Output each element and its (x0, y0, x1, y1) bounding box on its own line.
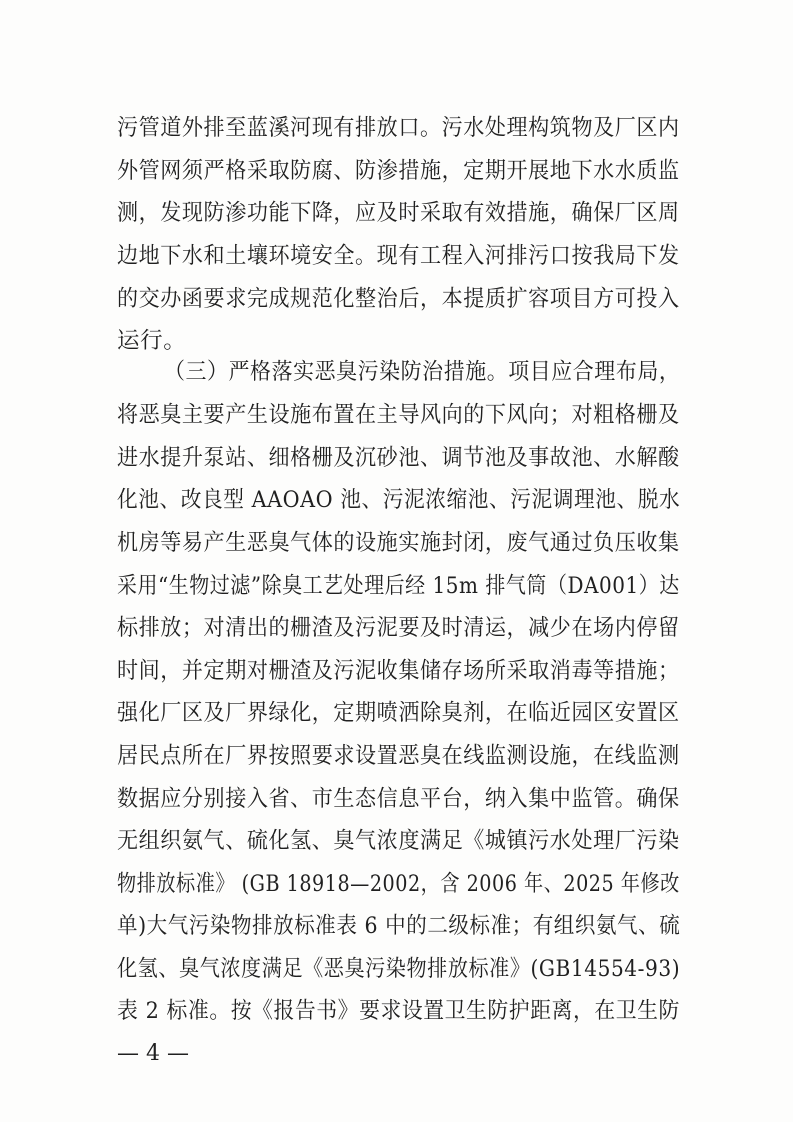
text-line: 化氢、臭气浓度满足《恶臭污染物排放标准》(GB14554-93) (117, 956, 681, 982)
text-line: 无组织氨气、硫化氢、臭气浓度满足《城镇污水处理厂污染 (117, 828, 680, 854)
text-line: 运行。 (117, 328, 187, 354)
text-line: 外管网须严格采取防腐、防渗措施，定期开展地下水水质监 (117, 158, 680, 184)
text-line: 污管道外排至蓝溪河现有排放口。污水处理构筑物及厂区内 (117, 115, 680, 141)
text-line: 化池、改良型 AAOAO 池、污泥浓缩池、污泥调理池、脱水 (117, 487, 681, 513)
text-line: 单)大气污染物排放标准表 6 中的二级标准；有组织氨气、硫 (117, 913, 681, 939)
text-line: 物排放标准》 (GB 18918—2002，含 2006 年、2025 年修改 (117, 871, 680, 897)
text-line: 测，发现防渗功能下降，应及时采取有效措施，确保厂区周 (117, 200, 680, 226)
text-line: 机房等易产生恶臭气体的设施实施封闭，废气通过负压收集 (117, 530, 680, 556)
text-line: 数据应分别接入省、市生态信息平台，纳入集中监管。确保 (117, 786, 680, 812)
text-line: 居民点所在厂界按照要求设置恶臭在线监测设施，在线监测 (117, 743, 680, 769)
page-number: — 4 — (117, 1041, 189, 1066)
text-line: 强化厂区及厂界绿化，定期喷洒除臭剂，在临近园区安置区 (117, 700, 680, 726)
text-line: 时间，并定期对栅渣及污泥收集储存场所采取消毒等措施； (117, 658, 680, 684)
text-line: 标排放；对清出的栅渣及污泥要及时清运，减少在场内停留 (117, 615, 680, 641)
text-line: 将恶臭主要产生设施布置在主导风向的下风向；对粗格栅及 (117, 402, 680, 428)
text-line: 进水提升泵站、细格栅及沉砂池、调节池及事故池、水解酸 (117, 445, 680, 471)
text-line: 采用“生物过滤”除臭工艺处理后经 15m 排气筒（DA001）达 (117, 573, 680, 599)
section-heading-line: （三）严格落实恶臭污染防治措施。项目应合理布局， (164, 359, 681, 385)
text-line: 边地下水和土壤环境安全。现有工程入河排污口按我局下发 (117, 243, 680, 269)
text-line: 的交办函要求完成规范化整治后，本提质扩容项目方可投入 (117, 286, 680, 312)
text-line: 表 2 标准。按《报告书》要求设置卫生防护距离，在卫生防 (117, 998, 680, 1024)
